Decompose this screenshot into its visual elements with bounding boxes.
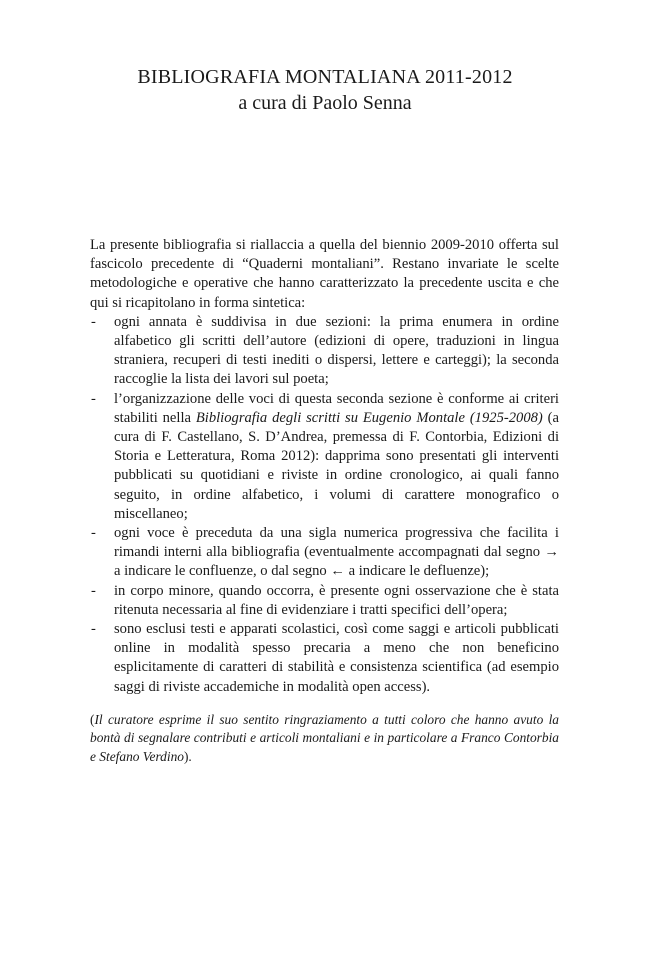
list-item-text: sono esclusi testi e apparati scolastici, così come saggi e articoli pubblicati online in modalità spesso precaria a meno che non beneficino esplicitamente di caratteri di stabilità e consistenza scientifica (ad esempio saggi di riviste accademiche in modalità open access). — [114, 621, 559, 695]
note-close-paren: ). — [183, 748, 192, 764]
note-text: Il curatore esprime il suo sentito ringraziamento a tutti coloro che hanno avuto la bontà di segnalare contributi e articoli montaliani e in particolare a Franco Contorbia e Stefano Verdino — [90, 711, 559, 764]
list-item-text: l’organizzazione delle voci di questa seconda sezione è conforme ai criteri stabiliti nella — [114, 390, 559, 426]
list-item-text: ogni voce è preceduta da una sigla numerica progressiva che facilita i rimandi interni alla bibliografia (eventualmente accompagnati dal segno → a indicare le confluenze, o dal segno ← a indicare le defluenze); — [114, 525, 559, 580]
list-item — [90, 313, 559, 390]
header — [0, 64, 650, 116]
list-dash: - — [91, 313, 96, 330]
list-item — [90, 524, 559, 582]
list-item — [90, 620, 559, 697]
list-item-text: in corpo minore, quando occorra, è presente ogni osservazione che è stata ritenuta necessaria al fine di evidenziare i tratti specifici dell’opera; — [114, 582, 559, 618]
main-text — [90, 236, 559, 779]
list-item — [90, 390, 559, 524]
list-item-text: ogni annata è suddivisa in due sezioni: la prima enumera in ordine alfabetico gli scritti dell’autore (edizioni di opere, traduzioni in lingua straniera, recuperi di testi inediti o dispersi, lettere e carteggi); la seconda raccoglie la lista dei lavori sul poeta; — [114, 313, 559, 388]
intro-paragraph: La presente bibliografia si riallaccia a quella del biennio 2009-2010 offerta sul fascicolo precedente di “Quaderni montaliani”. Restano invariate le scelte metodologiche e operative che hanno caratterizzato la precedente uscita e che qui si ricapitolano in forma sintetica: — [90, 237, 559, 311]
note-open-paren: ( — [90, 711, 95, 727]
list-dash: - — [91, 582, 96, 599]
list-item-text: (a cura di F. Castellano, S. D’Andrea, premessa di F. Contorbia, Edizioni di Storia e Letteratura, Roma 2012): dapprima sono presentati gli interventi pubblicati su quotidiani e riviste in ordine cronologico, ai quali fanno seguito, in ordine alfabetico, i volumi di carattere monografico o miscellaneo; — [114, 409, 559, 522]
book-title: Bibliografia degli scritti su Eugenio Montale (1925-2008) — [195, 409, 543, 426]
acknowledgement-note — [90, 711, 559, 766]
criteria-list — [90, 313, 559, 697]
list-dash: - — [91, 621, 96, 638]
list-item — [90, 582, 559, 620]
list-dash: - — [91, 390, 96, 407]
page-subtitle: a cura di Paolo Senna — [238, 92, 412, 114]
list-dash: - — [91, 525, 96, 542]
page-title: BIBLIOGRAFIA MONTALIANA 2011-2012 — [137, 66, 513, 88]
